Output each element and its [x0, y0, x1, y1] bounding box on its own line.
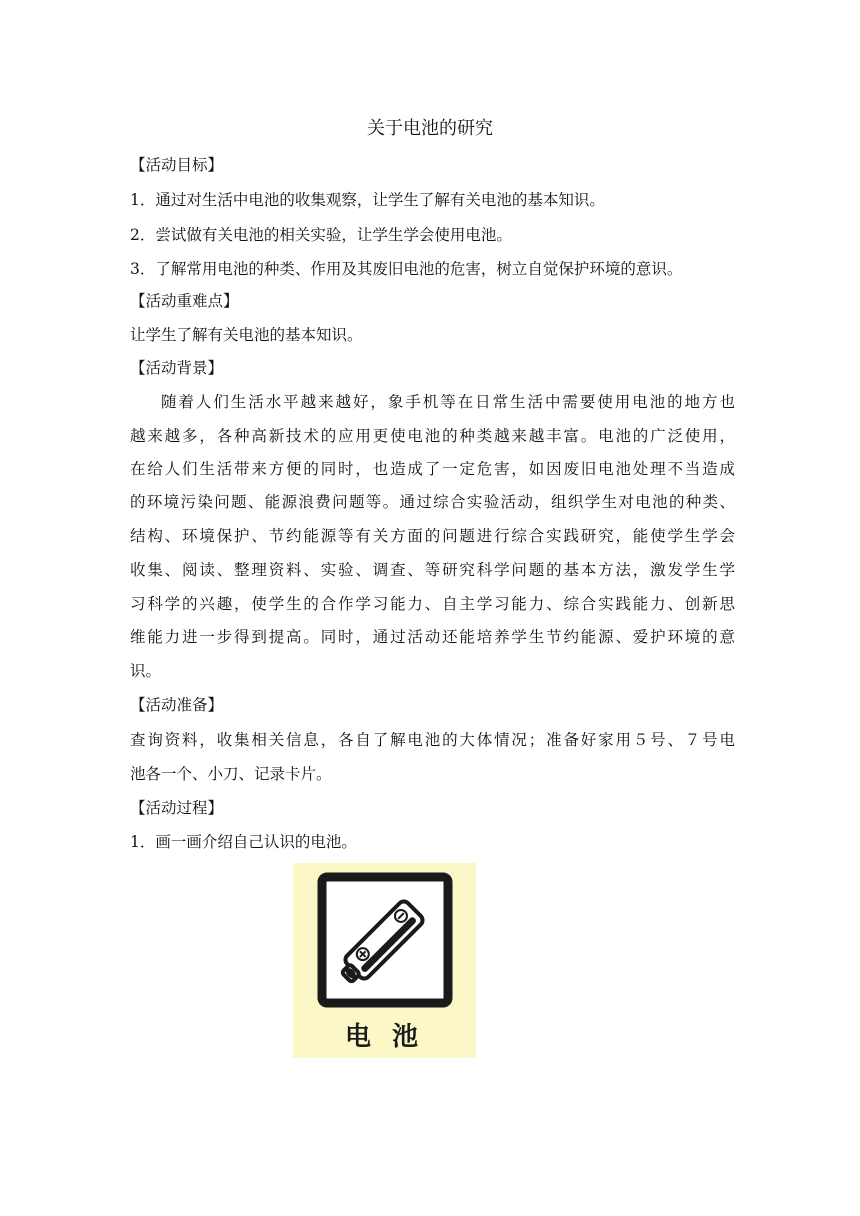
goal-item-3: 3．了解常用电池的种类、作用及其废旧电池的危害，树立自觉保护环境的意识。	[130, 260, 683, 278]
background-line-8: 维能力进一步得到提高。同时，通过活动还能培养学生节约能源、爱护环境的意	[130, 628, 735, 646]
background-heading: 【活动背景】	[130, 359, 224, 377]
goals-heading: 【活动目标】	[130, 156, 224, 174]
battery-figure	[293, 863, 476, 1058]
battery-icon	[293, 863, 476, 1013]
preparation-line-1: 查询资料，收集相关信息，各自了解电池的大体情况；准备好家用５号、７号电	[130, 731, 735, 749]
keypoints-heading: 【活动重难点】	[130, 292, 239, 310]
background-line-5: 结构、环境保护、节约能源等有关方面的问题进行综合实践研究，能使学生学会	[130, 527, 735, 545]
background-line-2: 越来越多，各种高新技术的应用更使电池的种类越来越丰富。电池的广泛使用，	[130, 427, 735, 445]
process-step-1: 1．画一画介绍自己认识的电池。	[130, 833, 357, 851]
document-title: 关于电池的研究	[367, 118, 493, 139]
background-line-6: 收集、阅读、整理资料、实验、调查、等研究科学问题的基本方法，激发学生学	[130, 561, 735, 579]
background-line-3: 在给人们生活带来方便的同时，也造成了一定危害，如因废旧电池处理不当造成	[130, 460, 735, 478]
goal-item-1: 1．通过对生活中电池的收集观察，让学生了解有关电池的基本知识。	[130, 191, 605, 209]
background-line-7: 习科学的兴趣，使学生的合作学习能力、自主学习能力、综合实践能力、创新思	[130, 595, 735, 613]
preparation-line-2: 池各一个、小刀、记录卡片。	[130, 765, 332, 783]
background-line-9: 识。	[130, 662, 162, 680]
figure-label: 电 池	[344, 1022, 425, 1052]
background-line-4: 的环境污染问题、能源浪费问题等。通过综合实验活动，组织学生对电池的种类、	[130, 493, 735, 511]
goal-item-2: 2．尝试做有关电池的相关实验，让学生学会使用电池。	[130, 226, 512, 244]
background-line-1: 随着人们生活水平越来越好，象手机等在日常生活中需要使用电池的地方也	[161, 393, 735, 411]
keypoints-text: 让学生了解有关电池的基本知识。	[130, 326, 363, 344]
preparation-heading: 【活动准备】	[130, 696, 224, 714]
process-heading: 【活动过程】	[130, 799, 224, 817]
